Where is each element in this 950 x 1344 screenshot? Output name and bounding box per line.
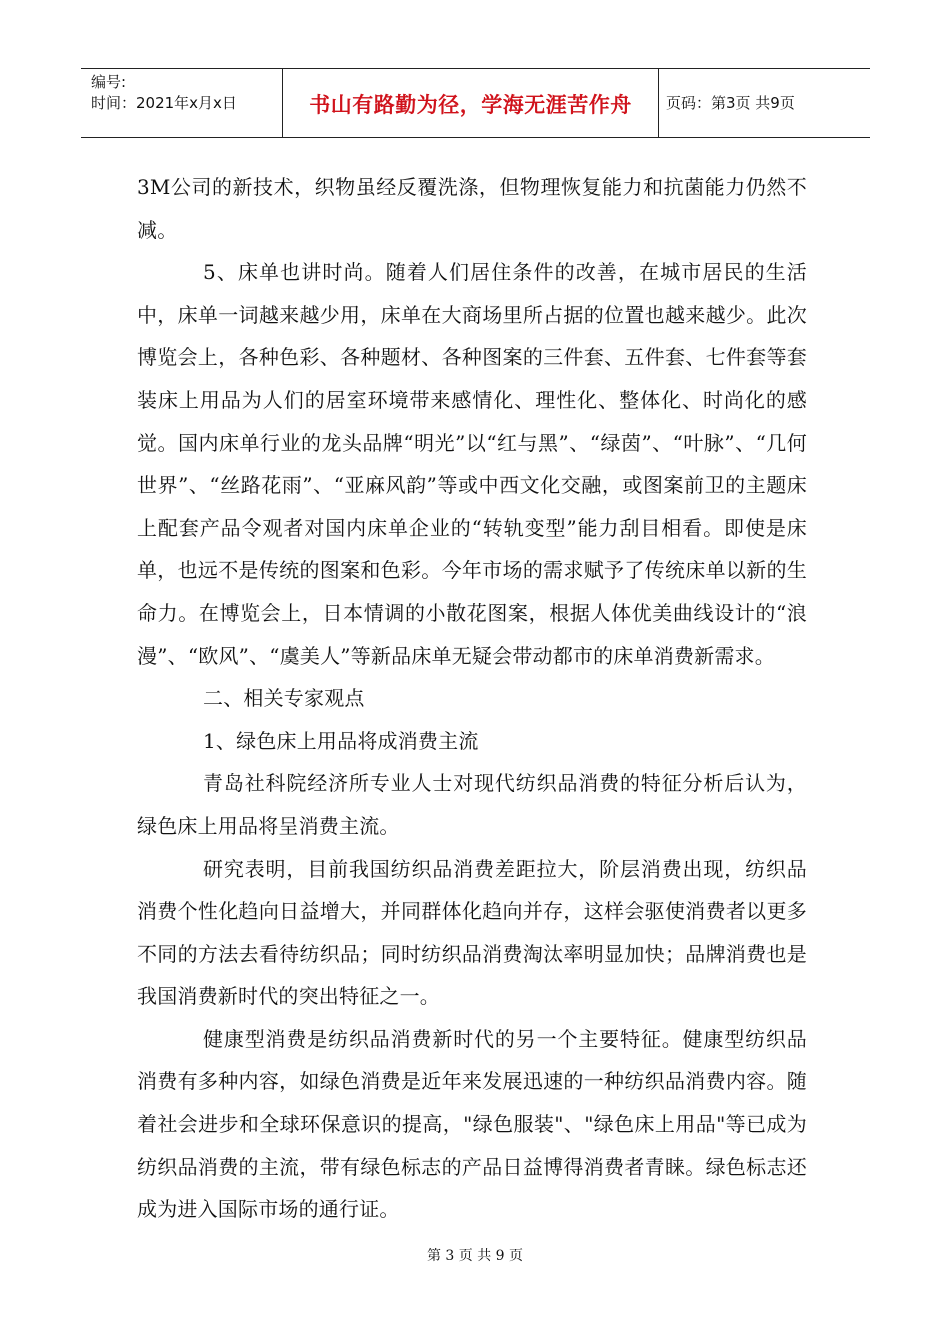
document-number-label: 编号: — [91, 73, 127, 91]
header-motto: 书山有路勤为径，学海无涯苦作舟 — [309, 93, 632, 117]
body-paragraph: 青岛社科院经济所专业人士对现代纺织品消费的特征分析后认为，绿色床上用品将呈消费主流。 — [137, 771, 807, 838]
header-motto-cell — [282, 69, 659, 137]
document-body — [137, 166, 807, 1231]
header-page-cell — [658, 69, 870, 137]
subsection-heading: 1、绿色床上用品将成消费主流 — [203, 728, 479, 753]
body-paragraph: 3M公司的新技术，织物虽经反覆洗涤，但物理恢复能力和抗菌能力仍然不减。 — [137, 175, 807, 242]
page-footer: 第 3 页 共 9 页 — [426, 1248, 524, 1264]
body-paragraph: 5、床单也讲时尚。随着人们居住条件的改善，在城市居民的生活中，床单一词越来越少用，床单在大商场里所占据的位置也越来越少。此次博览会上，各种色彩、各种题材、各种图案的三件套、五件套、七件套等套装床上用品为人们的居室环境带来感情化、理性化、整体化、时尚化的感觉。国内床单行业的龙头品牌“明光”以“红与黑”、“绿茵”、“叶脉”、“几何世界”、“丝路花雨”、“亚麻风韵”等或中西文化交融，或图案前卫的主题床上配套产品令观者对国内床单企业的“转轨变型”能力刮目相看。即使是床单，也远不是传统的图案和色彩。今年市场的需求赋予了传统床单以新的生命力。在博览会上，日本情调的小散花图案，根据人体优美曲线设计的“浪漫”、“欧风”、“虞美人”等新品床单无疑会带动都市的床单消费新需求。 — [137, 260, 807, 668]
page-header — [81, 68, 870, 138]
section-heading: 二、相关专家观点 — [203, 686, 365, 711]
body-paragraph: 健康型消费是纺织品消费新时代的另一个主要特征。健康型纺织品消费有多种内容，如绿色消费是近年来发展迅速的一种纺织品消费内容。随着社会进步和全球环保意识的提高，"绿色服装"、"绿色床上用品"等已成为纺织品消费的主流，带有绿色标志的产品日益博得消费者青睐。绿色标志还成为进入国际市场的通行证。 — [137, 1026, 807, 1222]
document-time-label: 时间：2021年x月x日 — [91, 94, 237, 112]
header-meta-cell — [81, 69, 282, 137]
header-page-info: 页码：第3页 共9页 — [666, 94, 795, 112]
body-paragraph: 研究表明，目前我国纺织品消费差距拉大，阶层消费出现，纺织品消费个性化趋向日益增大，并同群体化趋向并存，这样会驱使消费者以更多不同的方法去看待纺织品；同时纺织品消费淘汰率明显加快；品牌消费也是我国消费新时代的突出特征之一。 — [137, 856, 807, 1009]
